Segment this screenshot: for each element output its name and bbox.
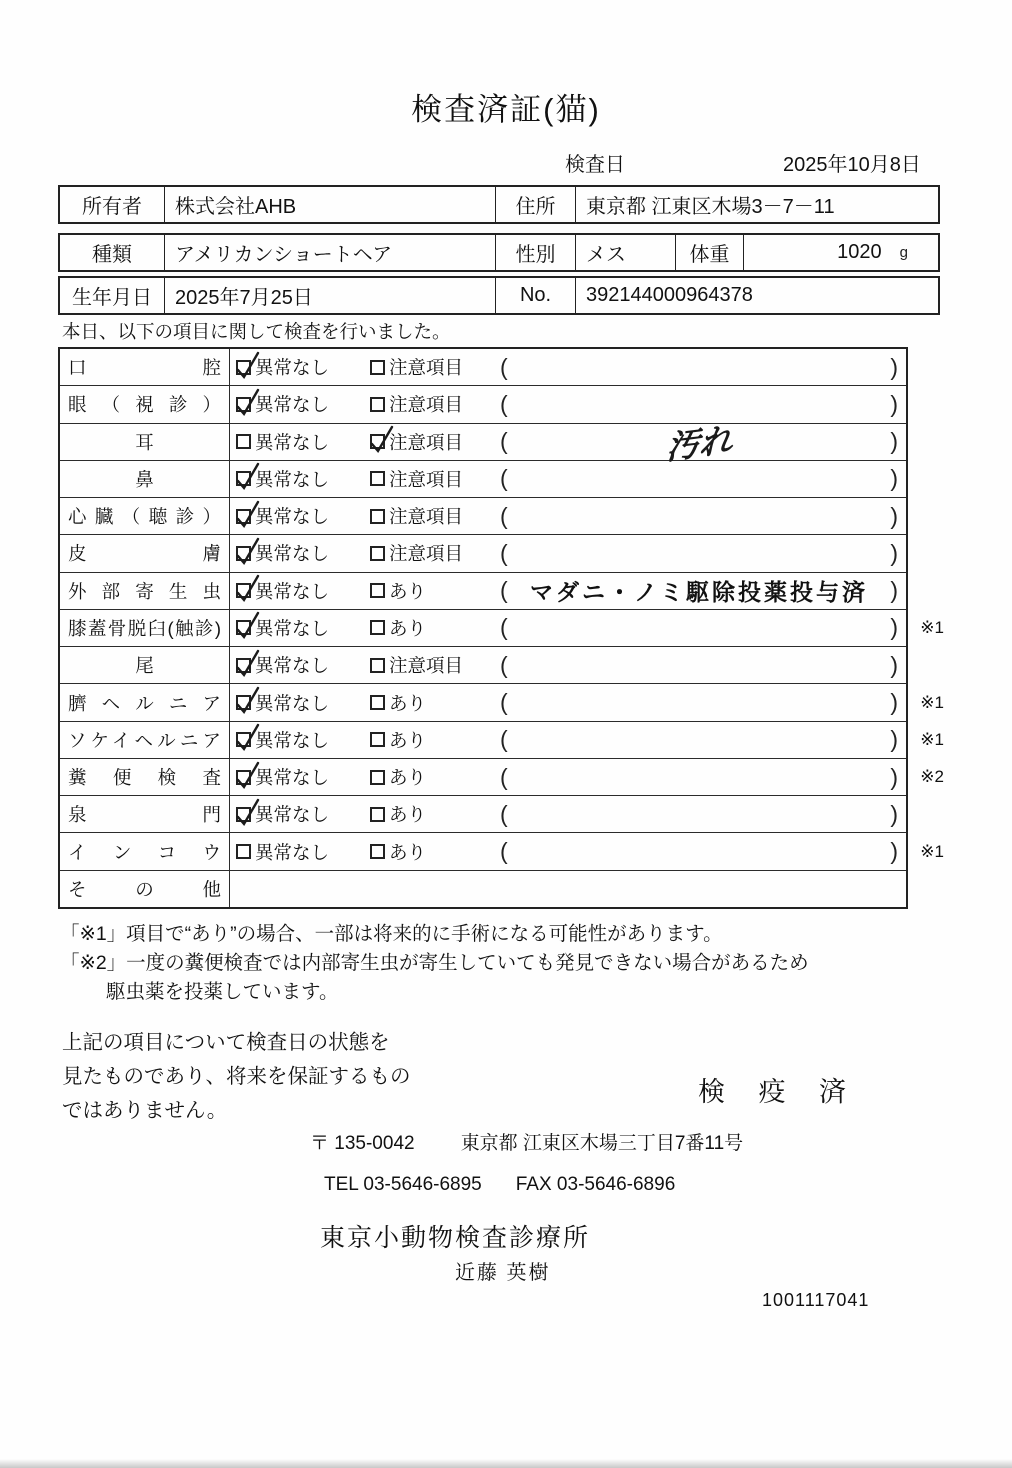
clinic-address-row <box>310 1128 743 1155</box>
row-label: 外部寄生虫 <box>68 580 221 602</box>
row-label: 心臓（聴診） <box>68 506 221 528</box>
disclaimer: 上記の項目について検査日の状態を 見たものであり、将来を保証するもの ではありません。 <box>62 1031 411 1122</box>
checkbox-icon <box>370 397 385 412</box>
remarks-field: ( ) <box>500 390 898 417</box>
checkbox-no-abnormality[interactable]: 異常なし <box>236 727 370 753</box>
row-label: 口腔 <box>68 357 221 379</box>
remarks-field: ( ) <box>500 353 898 380</box>
checkbox-no-abnormality[interactable]: 異常なし <box>236 391 370 417</box>
remarks-field: ( ) <box>500 614 898 641</box>
remarks-field: ( マダニ・ノミ駆除投薬投与済 ) <box>500 574 906 607</box>
checkbox-icon <box>370 695 385 710</box>
row-note: ※2 <box>920 767 944 787</box>
checkbox-icon <box>236 695 251 710</box>
checkbox-present[interactable]: あり <box>370 801 500 827</box>
remarks-field: ( 汚れ ) <box>500 418 906 465</box>
address-label: 住所 <box>495 187 575 222</box>
row-label: 耳 <box>135 431 154 453</box>
checkbox-no-abnormality[interactable]: 異常なし <box>236 652 370 678</box>
checklist-row-skin <box>60 535 906 572</box>
inspection-date-row <box>0 148 1012 174</box>
birthdate-value: 2025年7月25日 <box>164 278 495 313</box>
checkbox-icon <box>370 434 385 449</box>
checklist-row-inguinal-hernia <box>60 722 944 759</box>
row-label: その他 <box>68 878 221 900</box>
checkbox-icon <box>370 620 385 635</box>
checkbox-icon <box>370 732 385 747</box>
microchip-no-label: No. <box>495 278 575 313</box>
row-label: ソケイヘルニア <box>68 729 221 751</box>
checklist-row-external-parasites <box>60 573 906 610</box>
checkbox-no-abnormality[interactable]: 異常なし <box>236 615 370 641</box>
remarks-field: ( ) <box>500 689 898 716</box>
checkbox-no-abnormality[interactable]: 異常なし <box>236 764 370 790</box>
row-note: ※1 <box>920 841 944 861</box>
checklist-row-tail <box>60 647 906 684</box>
checklist-row-fontanelle <box>60 796 906 833</box>
remarks-field: ( ) <box>500 838 898 865</box>
checklist-row-other <box>60 871 906 907</box>
checkbox-icon <box>236 583 251 598</box>
checkbox-icon <box>370 807 385 822</box>
checkbox-icon <box>236 509 251 524</box>
checkbox-icon <box>236 770 251 785</box>
row-note: ※1 <box>920 692 944 712</box>
checkbox-no-abnormality[interactable]: 異常なし <box>236 429 370 455</box>
checkbox-icon <box>370 509 385 524</box>
owner-table <box>58 185 940 224</box>
checkbox-no-abnormality[interactable]: 異常なし <box>236 466 370 492</box>
inspection-date-value: 2025年10月8日 <box>783 154 921 176</box>
remarks-field: ( ) <box>500 465 898 492</box>
checklist-table <box>58 347 944 909</box>
remarks-field: ( ) <box>500 502 898 529</box>
checkbox-no-abnormality[interactable]: 異常なし <box>236 354 370 380</box>
checkbox-attention-item[interactable]: 注意項目 <box>370 429 500 455</box>
checkbox-no-abnormality[interactable]: 異常なし <box>236 839 370 865</box>
remarks-field: ( ) <box>500 800 898 827</box>
breed-label: 種類 <box>92 244 132 266</box>
checklist-row-throat <box>60 833 944 870</box>
weight-unit: g <box>899 244 908 261</box>
row-label: インコウ <box>68 841 221 863</box>
checkbox-icon <box>236 471 251 486</box>
checkbox-icon <box>236 434 251 449</box>
checkbox-attention-item[interactable]: 注意項目 <box>370 354 500 380</box>
checkbox-icon <box>370 770 385 785</box>
checklist-row-patellar-luxation <box>60 610 944 647</box>
checkbox-icon <box>370 658 385 673</box>
checkbox-icon <box>236 844 251 859</box>
checkbox-icon <box>370 583 385 598</box>
scan-edge <box>0 1459 1012 1468</box>
checkbox-no-abnormality[interactable]: 異常なし <box>236 801 370 827</box>
checkbox-attention-item[interactable]: 注意項目 <box>370 503 500 529</box>
sex-label: 性別 <box>495 235 575 270</box>
remarks-field: ( ) <box>500 726 898 753</box>
checkbox-icon <box>236 360 251 375</box>
row-label: 皮膚 <box>68 543 221 565</box>
serial-number: 1001117041 <box>762 1290 870 1310</box>
checklist-row-oral-cavity <box>60 349 906 386</box>
weight-value: 1020 <box>837 241 882 263</box>
checkbox-no-abnormality[interactable]: 異常なし <box>236 578 370 604</box>
owner-value: 株式会社AHB <box>164 187 495 222</box>
clinic-fax: FAX 03-5646-6896 <box>515 1174 676 1195</box>
checkbox-present[interactable]: あり <box>370 690 500 716</box>
printed-remark: マダニ・ノミ駆除投薬投与済 <box>530 579 868 606</box>
checkbox-present[interactable]: あり <box>370 764 500 790</box>
checkbox-icon <box>236 397 251 412</box>
birthdate-label: 生年月日 <box>72 287 152 309</box>
row-label: 泉門 <box>68 804 221 826</box>
veterinarian-name: 近藤 英樹 <box>455 1262 551 1284</box>
remarks-field: ( ) <box>500 539 898 566</box>
checkbox-no-abnormality[interactable]: 異常なし <box>236 503 370 529</box>
row-label: 臍ヘルニア <box>68 692 221 714</box>
microchip-no-value: 392144000964378 <box>575 278 938 313</box>
checklist-row-ears <box>60 420 906 467</box>
checkbox-icon <box>236 620 251 635</box>
postal-code: 〒 135-0042 <box>310 1133 415 1154</box>
clinic-name: 東京小動物検査診療所 <box>320 1224 591 1252</box>
row-label: 鼻 <box>135 468 154 490</box>
checkbox-present[interactable]: あり <box>370 615 500 641</box>
clinic-contact-row <box>324 1174 675 1196</box>
checkbox-icon <box>370 471 385 486</box>
checkbox-icon <box>236 732 251 747</box>
owner-label: 所有者 <box>82 196 142 218</box>
other-remarks-field <box>230 871 906 907</box>
breed-value: アメリカンショートヘア <box>164 235 495 270</box>
checklist-row-umbilical-hernia <box>60 684 944 721</box>
clinic-address: 東京都 江東区木場三丁目7番11号 <box>460 1133 744 1154</box>
checklist-row-nose <box>60 461 906 498</box>
animal-table-row1 <box>58 233 940 272</box>
checkbox-attention-item[interactable]: 注意項目 <box>370 466 500 492</box>
footnote-2-continued: 駆虫薬を投薬しています。 <box>106 981 339 1003</box>
address-value: 東京都 江東区木場3－7－11 <box>575 187 938 222</box>
weight-label: 体重 <box>675 235 743 270</box>
footnote-2: 「※2」一度の糞便検査では内部寄生虫が寄生していても発見できない場合があるため <box>60 952 809 974</box>
row-label: 膝蓋骨脱臼(触診) <box>68 617 221 639</box>
remarks-field: ( ) <box>500 651 898 678</box>
row-label: 尾 <box>135 655 154 677</box>
checklist-row-fecal-exam <box>60 759 944 796</box>
intro-text: 本日、以下の項目に関して検査を行いました。 <box>62 321 451 342</box>
footnotes <box>60 920 809 1007</box>
handwritten-remark: 汚れ <box>665 420 733 467</box>
row-label: 糞便検査 <box>68 767 221 789</box>
row-note: ※1 <box>920 729 944 749</box>
checkbox-attention-item[interactable]: 注意項目 <box>370 540 500 566</box>
animal-table-row2 <box>58 276 940 315</box>
checkbox-icon <box>370 360 385 375</box>
checkbox-icon <box>370 546 385 561</box>
checklist-row-heart <box>60 498 906 535</box>
checkbox-present[interactable]: あり <box>370 839 500 865</box>
checkbox-icon <box>236 546 251 561</box>
inspection-date-label: 検査日 <box>565 154 625 176</box>
checkbox-no-abnormality[interactable]: 異常なし <box>236 540 370 566</box>
footnote-1: 「※1」項目で“あり”の場合、一部は将来的に手術になる可能性があります。 <box>60 923 723 945</box>
checkbox-no-abnormality[interactable]: 異常なし <box>236 690 370 716</box>
row-note: ※1 <box>920 617 944 637</box>
sex-value: メス <box>575 235 675 270</box>
checkbox-icon <box>370 844 385 859</box>
checkbox-present[interactable]: あり <box>370 578 500 604</box>
checkbox-present[interactable]: あり <box>370 727 500 753</box>
weight-value-cell <box>743 235 938 270</box>
row-label: 眼（視診） <box>68 394 221 416</box>
checkbox-icon <box>236 807 251 822</box>
quarantine-passed-stamp: 検 疫 済 <box>698 1077 860 1107</box>
checkbox-attention-item[interactable]: 注意項目 <box>370 652 500 678</box>
checkbox-attention-item[interactable]: 注意項目 <box>370 391 500 417</box>
page-title: 検査済証(猫) <box>411 92 601 127</box>
remarks-field: ( ) <box>500 763 898 790</box>
checkbox-icon <box>236 658 251 673</box>
clinic-tel: TEL 03-5646-6895 <box>324 1174 482 1195</box>
